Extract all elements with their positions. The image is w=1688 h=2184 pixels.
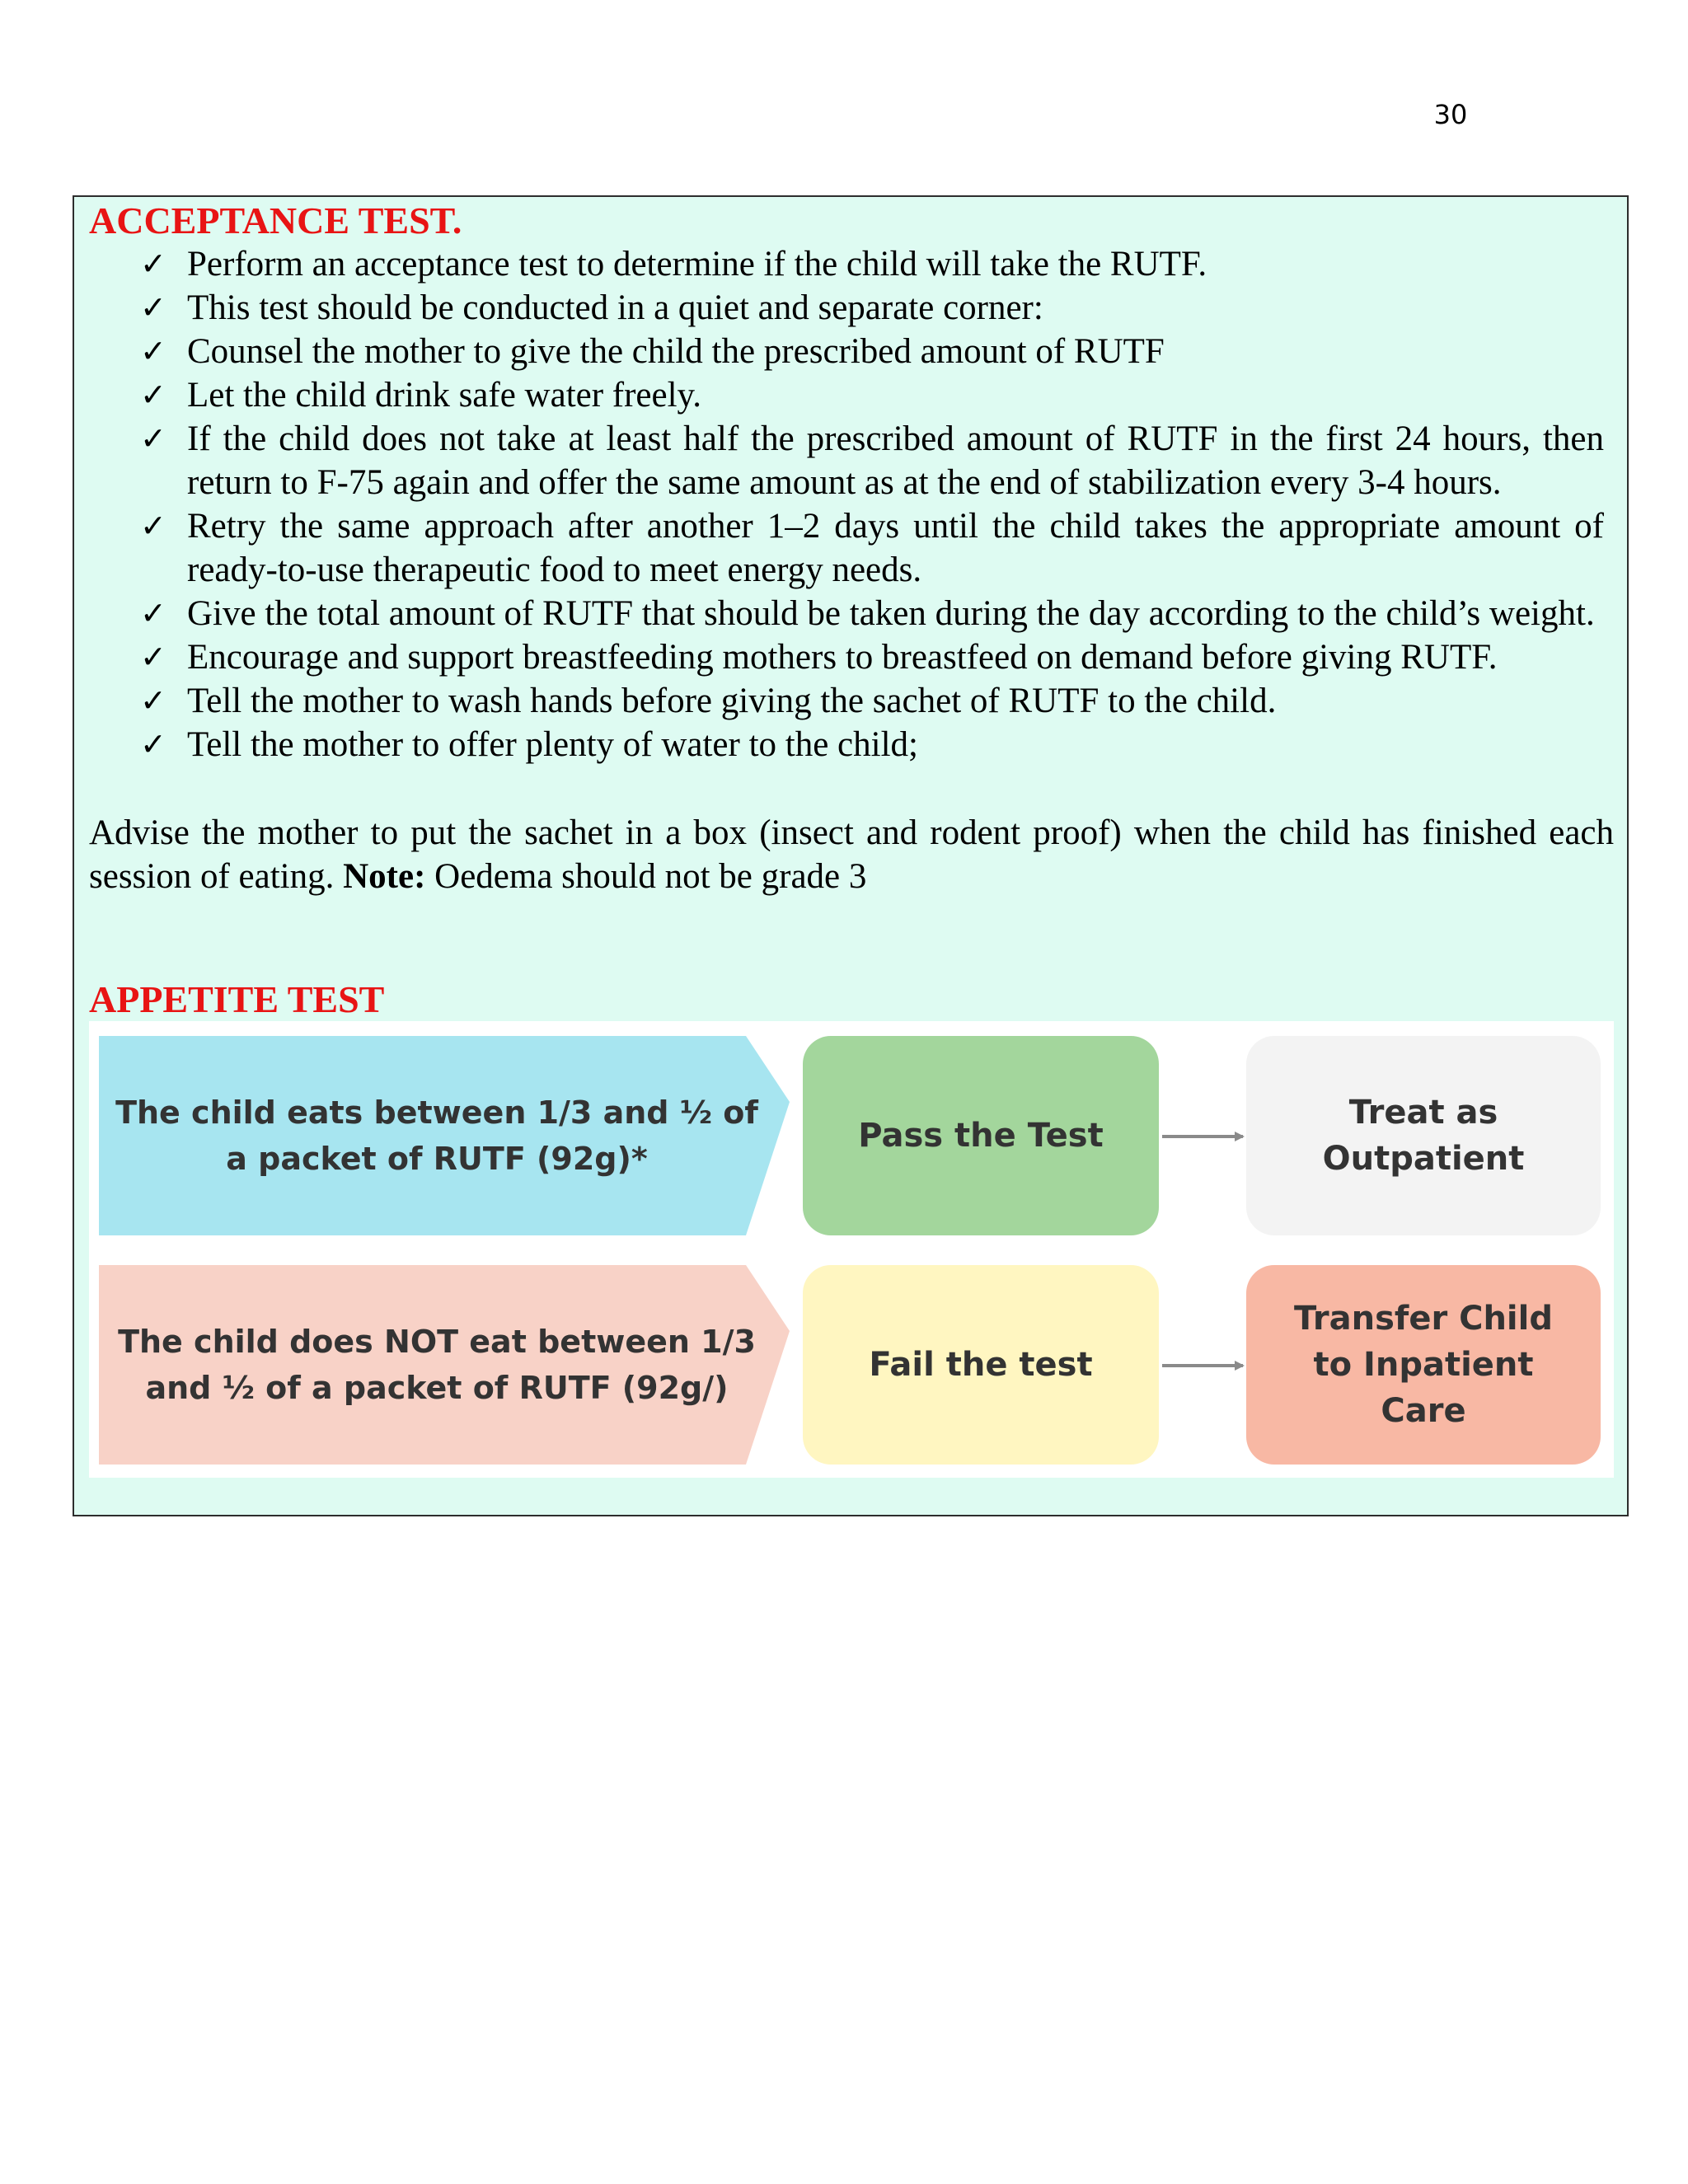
checklist-item: ✓ This test should be conducted in a quiet and separate corner: <box>74 286 1615 330</box>
note-text: Oedema should not be grade 3 <box>434 857 867 896</box>
pass-action-text: Treat as Outpatient <box>1322 1094 1525 1178</box>
pass-condition-text: The child eats between 1/3 and ½ of a packet of RUTF (92g)* <box>115 1094 758 1177</box>
acceptance-test-heading: ACCEPTANCE TEST. <box>89 199 462 241</box>
check-icon: ✓ <box>140 289 166 326</box>
appetite-test-flowchart <box>89 1021 1614 1478</box>
check-icon: ✓ <box>140 333 166 369</box>
fail-condition-text: The child does NOT eat between 1/3 and ½ of a packet of RUTF (92g/) <box>118 1324 756 1406</box>
acceptance-checklist <box>74 242 1615 766</box>
pass-result-text: Pass the Test <box>858 1117 1104 1155</box>
checklist-item: ✓ Give the total amount of RUTF that should be taken during the day according to the child’s weight. <box>74 592 1615 635</box>
checklist-item: ✓ Tell the mother to wash hands before giving the sachet of RUTF to the child. <box>74 679 1615 723</box>
note-label: Note: <box>343 857 426 896</box>
page-number: 30 <box>1433 99 1468 130</box>
check-icon: ✓ <box>140 508 166 544</box>
check-icon: ✓ <box>140 246 166 282</box>
check-icon: ✓ <box>140 682 166 719</box>
checklist-item: ✓ If the child does not take at least half the prescribed amount of RUTF in the first 24 hours, then return to F-75 again and offer the same amount as at the end of stabilization every 3-4 hours. <box>74 417 1615 504</box>
checklist-item: ✓ Perform an acceptance test to determine if the child will take the RUTF. <box>74 242 1615 286</box>
check-icon: ✓ <box>140 420 166 457</box>
appetite-test-heading: APPETITE TEST <box>89 978 385 1020</box>
checklist-item: ✓ Counsel the mother to give the child the prescribed amount of RUTF <box>74 330 1615 373</box>
checklist-item: ✓ Tell the mother to offer plenty of water to the child; <box>74 723 1615 766</box>
check-icon: ✓ <box>140 639 166 675</box>
fail-result-text: Fail the test <box>869 1346 1093 1384</box>
checklist-item: ✓ Let the child drink safe water freely. <box>74 373 1615 417</box>
fail-action-text: Transfer Child to Inpatient Care <box>1294 1300 1553 1430</box>
content-box <box>73 195 1629 1516</box>
checklist-item: ✓ Retry the same approach after another 1–2 days until the child takes the appropriate amount of ready-to-use therapeutic food to meet energy needs. <box>74 504 1615 592</box>
advice-text: Advise the mother to put the sachet in a box (insect and rodent proof) when the child has finished each session of eating. <box>89 813 1614 896</box>
check-icon: ✓ <box>140 726 166 762</box>
checklist-item: ✓ Encourage and support breastfeeding mothers to breastfeed on demand before giving RUTF. <box>74 635 1615 679</box>
check-icon: ✓ <box>140 595 166 631</box>
check-icon: ✓ <box>140 377 166 413</box>
advice-paragraph <box>89 811 1614 898</box>
